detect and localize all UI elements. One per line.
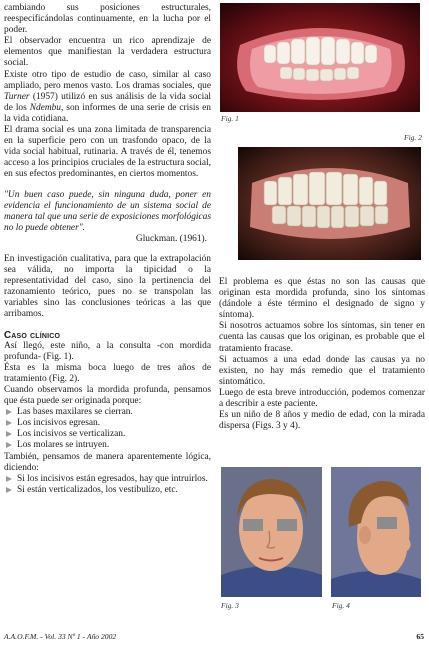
paragraph: Así llegó, este niño, a la consulta -con mordida profunda- (Fig. 1).	[4, 340, 211, 362]
author-name: Turner	[4, 91, 30, 102]
paragraph: Existe otro tipo de estudio de caso, similar al caso ampliado, pero menos vasto. Los dramas sociales, que Turner (1957) utilizó en sus análisis de la vida social de los Ndembu, son informes de una serie de crisis en la vida cotidiana.	[4, 69, 211, 124]
tribe-name: Ndembu	[29, 102, 61, 113]
paragraph: También, pensamos de manera aparentemente lógica, diciendo:	[4, 451, 211, 473]
paragraph: cambiando sus posiciones estructurales, reespecificándolas continuamente, en la lucha por el poder.	[4, 3, 211, 36]
figure-1-caption: Fig. 1	[221, 114, 239, 123]
quote-citation: Gluckman. (1961).	[135, 233, 207, 244]
block-quote: "Un buen caso puede, sin ninguna duda, poner en evidencia el funcionamiento de un sistema social de manera tal que una serie de exposiciones morfológicas no lo puede obtener".	[4, 189, 211, 233]
list-item: Si los incisivos están egresados, hay que intruirlos.	[4, 474, 211, 485]
figure-2-caption: Fig. 2	[404, 133, 422, 142]
figure-3-caption: Fig. 3	[221, 601, 239, 610]
paragraph: El problema es que éstas no son las causas que originan esta mordida profunda, sino los síntomas (dándole a éste término el designado de signo y síntoma).	[219, 277, 425, 321]
paragraph: Ésta es la misma boca luego de tres años de tratamiento (Fig. 2).	[4, 362, 211, 384]
paragraph: Si nosotros actuamos sobre los síntomas, sin tener en cuenta las causas que los originan, es probable que el tratamiento fracase.	[219, 321, 425, 354]
figure-4-photo	[331, 467, 421, 597]
paragraph: En investigación cualitativa, para que la extrapolación sea válida, no importa la tipicidad o la representatividad del caso, sino la pertinencia del razonamiento teórico, pues no se transpolan las variables sino las conclusiones teóricas a las que arribamos.	[4, 253, 211, 320]
page-number: 65	[416, 632, 424, 641]
figure-1-photo	[220, 3, 420, 112]
paragraph: Si actuamos a una edad donde las causas ya no existen, no hay más remedio que el tratamiento sintomático.	[219, 354, 425, 387]
paragraph: Cuando observamos la mordida profunda, pensamos que ésta puede ser originada porque:	[4, 385, 211, 407]
list-item: Los incisivos egresan.	[4, 418, 211, 429]
list-item: Si están verticalizados, los vestibulizo, etc.	[4, 485, 211, 496]
paragraph: El drama social es una zona limitada de transparencia en la superficie pero con un trasfondo opaco, de la vida social habitual, rutinaria. A través de él, tenemos acceso a los principios cruciales de la estructura social, en sus efectos predominantes, en ciertos momentos.	[4, 125, 211, 180]
right-column	[219, 277, 425, 432]
paragraph: El observador encuentra un rico aprendizaje de elementos que manifiestan la verdadera estructura social.	[4, 36, 211, 69]
left-column	[4, 3, 211, 496]
list-item: Los incisivos se verticalizan.	[4, 429, 211, 440]
paragraph: Luego de esta breve introducción, podemos comenzar a describir a este paciente.	[219, 387, 425, 410]
list-item: Los molares se intruyen.	[4, 440, 211, 451]
section-heading: Caso clínico	[4, 329, 61, 341]
figure-2-photo	[238, 147, 421, 260]
figure-4-caption: Fig. 4	[332, 601, 350, 610]
cause-list	[4, 407, 211, 451]
journal-footer: A.A.O.F.M. - Vol. 33 Nº 1 - Año 2002	[4, 632, 117, 641]
list-item: Las bases maxilares se cierran.	[4, 407, 211, 418]
reasoning-list	[4, 474, 211, 496]
paragraph: Es un niño de 8 años y medio de edad, con la mirada dispersa (Figs. 3 y 4).	[219, 410, 425, 432]
figure-3-photo	[221, 467, 322, 597]
